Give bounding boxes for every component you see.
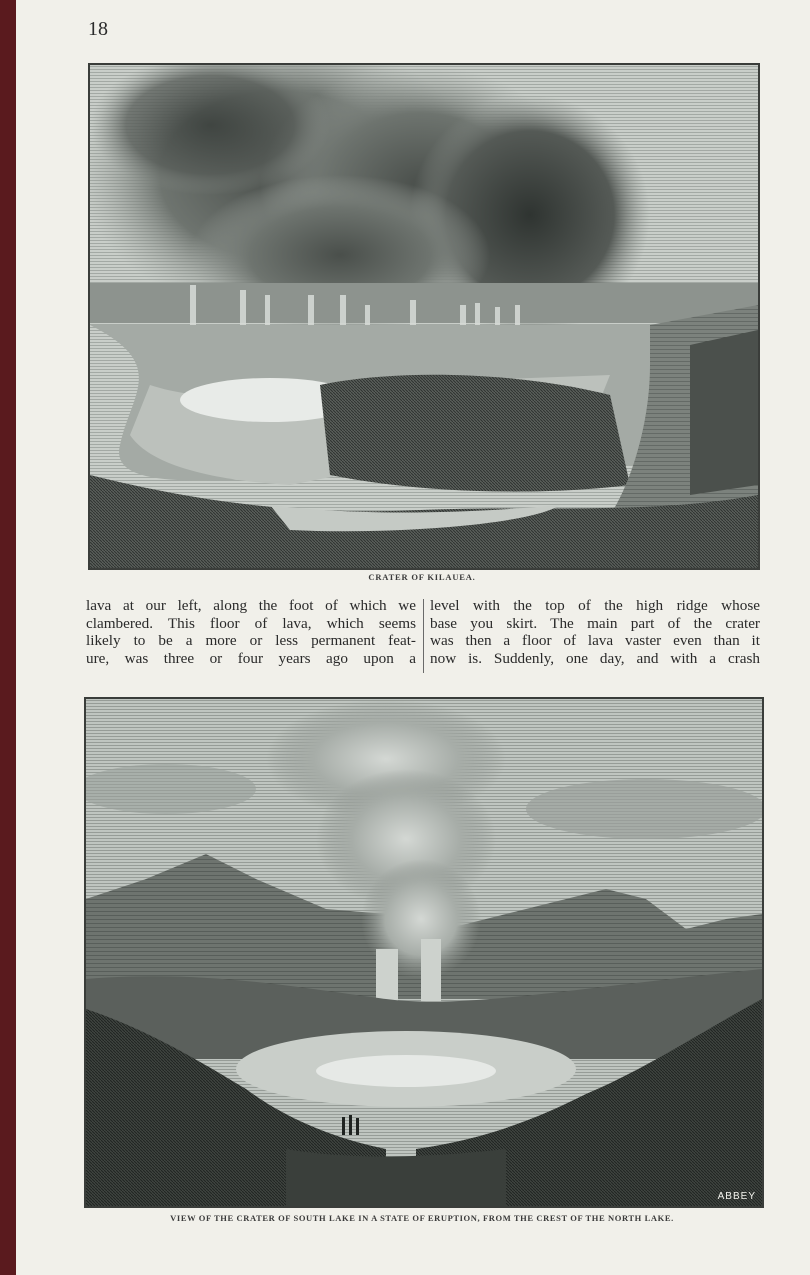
figure-caption-kilauea: CRATER OF KILAUEA. <box>368 572 476 582</box>
book-spine-edge <box>0 0 16 1275</box>
text-line: likely to be a more or less permanent feat- <box>86 632 416 650</box>
text-line: now is. Suddenly, one day, and with a crash <box>430 649 760 667</box>
kilauea-illustration <box>90 65 758 568</box>
page-number: 18 <box>88 18 108 40</box>
text-line: base you skirt. The main part of the crater <box>430 614 760 632</box>
text-line: ure, was three or four years ago upon a <box>86 649 416 667</box>
book-page <box>16 0 810 1275</box>
engraver-signature: ABBEY <box>717 1191 756 1202</box>
figure-caption-south-lake: VIEW OF THE CRATER OF SOUTH LAKE IN A STATE OF ERUPTION, FROM THE CREST OF THE NORTH LAKE. <box>170 1213 674 1223</box>
body-text-columns <box>86 597 766 681</box>
text-line: level with the top of the high ridge whose <box>430 597 760 614</box>
column-divider <box>423 599 424 673</box>
text-line: was then a floor of lava vaster even than it <box>430 632 760 650</box>
text-column-left <box>86 597 416 667</box>
crater-of-kilauea-engraving <box>88 63 760 570</box>
south-lake-illustration <box>86 699 762 1206</box>
south-lake-eruption-engraving <box>84 697 764 1208</box>
text-line: lava at our left, along the foot of which we <box>86 597 416 614</box>
text-line: clambered. This floor of lava, which seems <box>86 614 416 632</box>
text-column-right <box>430 597 760 667</box>
